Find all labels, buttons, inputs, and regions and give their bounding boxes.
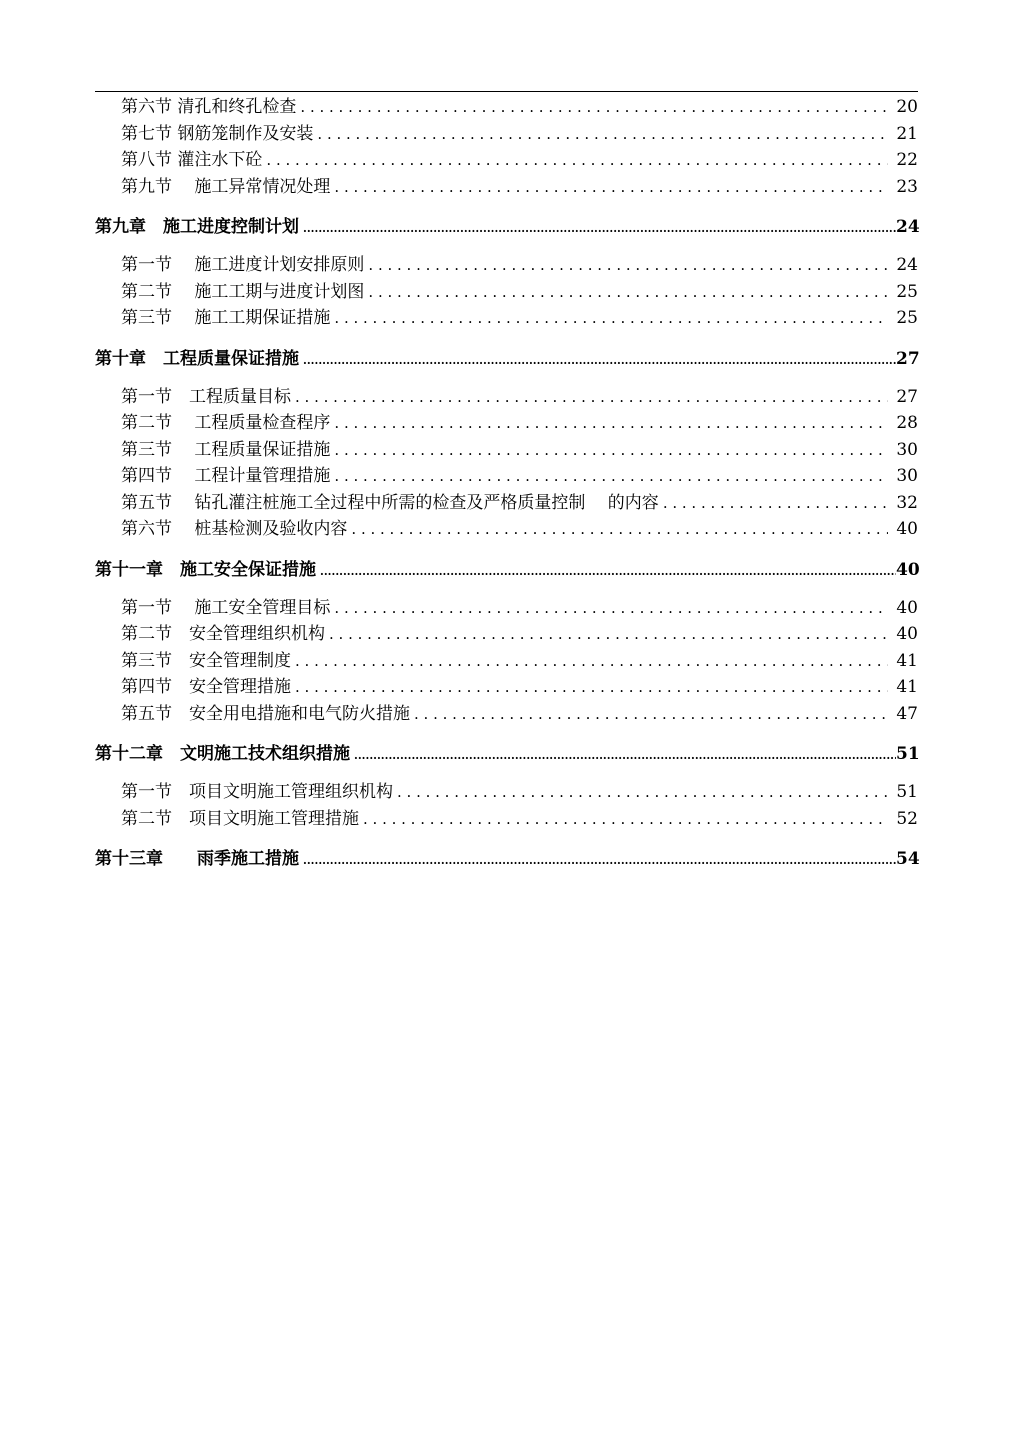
toc-section-entry[interactable] <box>95 121 918 148</box>
toc-chapter-entry[interactable] <box>95 214 918 240</box>
toc-page-number: 40 <box>896 624 918 644</box>
toc-dot-leader <box>414 701 888 728</box>
toc-dot-leader <box>334 305 888 332</box>
toc-section-title: 第五节 安全用电措施和电气防火措施 <box>121 703 410 724</box>
toc-chapter-title: 第九章 施工进度控制计划 <box>95 217 299 237</box>
toc-section-title: 第六节 桩基检测及验收内容 <box>121 519 348 539</box>
toc-page-number: 20 <box>896 97 918 117</box>
toc-chapter-entry[interactable] <box>95 346 918 372</box>
toc-dot-leader <box>295 674 888 701</box>
toc-section-entry[interactable] <box>95 305 918 332</box>
toc-page-number: 32 <box>896 492 918 513</box>
toc-section-entry[interactable] <box>95 437 918 464</box>
toc-section-entry[interactable] <box>95 674 918 701</box>
toc-chapter-entry[interactable] <box>95 846 918 872</box>
toc-section-entry[interactable] <box>95 94 918 121</box>
toc-dot-leader <box>397 779 888 806</box>
toc-page-number: 40 <box>896 519 918 539</box>
toc-chapter-entry[interactable] <box>95 741 918 767</box>
toc-section-title: 第三节 施工工期保证措施 <box>121 308 331 328</box>
toc-page-number: 51 <box>896 744 920 764</box>
toc-section-group <box>95 252 918 332</box>
toc-section-entry[interactable] <box>95 410 918 437</box>
toc-section-entry[interactable] <box>95 806 918 833</box>
toc-page-number: 30 <box>896 466 918 486</box>
toc-page-number: 27 <box>896 348 920 369</box>
toc-section-title: 第九节 施工异常情况处理 <box>121 176 331 197</box>
toc-dot-leader <box>329 621 888 648</box>
toc-section-title: 第七节 钢筋笼制作及安装 <box>121 123 314 144</box>
toc-chapter-entry[interactable] <box>95 557 918 583</box>
toc-chapter-title: 第十一章 施工安全保证措施 <box>95 559 316 580</box>
toc-dot-leader <box>295 384 888 411</box>
toc-section-entry[interactable] <box>95 252 918 279</box>
table-of-contents <box>95 94 918 884</box>
toc-section-entry[interactable] <box>95 595 918 622</box>
toc-page-number: 52 <box>896 808 918 829</box>
toc-page-number: 47 <box>896 703 918 724</box>
toc-chapter-title: 第十三章 雨季施工措施 <box>95 849 299 869</box>
toc-section-title: 第二节 工程质量检查程序 <box>121 413 331 433</box>
toc-dot-leader <box>334 410 888 437</box>
toc-section-entry[interactable] <box>95 147 918 174</box>
toc-page-number: 40 <box>896 597 918 618</box>
toc-dot-leader <box>334 463 888 490</box>
toc-section-title: 第一节 项目文明施工管理组织机构 <box>121 782 393 802</box>
toc-section-title: 第六节 清孔和终孔检查 <box>121 97 297 117</box>
toc-section-group <box>95 595 918 728</box>
toc-page-number: 54 <box>896 849 920 869</box>
toc-dot-leader <box>303 216 896 242</box>
toc-section-title: 第二节 安全管理组织机构 <box>121 624 325 644</box>
toc-dot-leader <box>368 252 888 279</box>
toc-section-title: 第二节 施工工期与进度计划图 <box>121 281 365 302</box>
toc-section-title: 第五节 钻孔灌注桩施工全过程中所需的检查及严格质量控制 的内容 <box>121 492 659 513</box>
toc-page-number: 23 <box>896 176 918 197</box>
toc-dot-leader <box>303 348 896 374</box>
toc-dot-leader <box>334 437 888 464</box>
toc-section-entry[interactable] <box>95 279 918 306</box>
toc-section-entry[interactable] <box>95 384 918 411</box>
toc-dot-leader <box>354 743 896 769</box>
toc-section-entry[interactable] <box>95 516 918 543</box>
toc-section-title: 第三节 安全管理制度 <box>121 650 291 671</box>
toc-section-entry[interactable] <box>95 779 918 806</box>
toc-section-entry[interactable] <box>95 463 918 490</box>
toc-page-number: 30 <box>896 439 918 460</box>
toc-dot-leader <box>334 174 888 201</box>
toc-section-title: 第二节 项目文明施工管理措施 <box>121 808 359 829</box>
toc-section-group <box>95 384 918 543</box>
toc-section-title: 第八节 灌注水下砼 <box>121 150 263 170</box>
toc-section-title: 第四节 安全管理措施 <box>121 677 291 697</box>
toc-dot-leader <box>320 559 896 585</box>
toc-section-entry[interactable] <box>95 621 918 648</box>
toc-page-number: 28 <box>896 413 918 433</box>
header-rule <box>95 91 918 92</box>
toc-page-number: 25 <box>896 308 918 328</box>
toc-page-number: 21 <box>896 123 918 144</box>
toc-section-title: 第一节 施工安全管理目标 <box>121 597 331 618</box>
toc-page-number: 22 <box>896 150 918 170</box>
toc-dot-leader <box>363 806 888 833</box>
toc-section-title: 第三节 工程质量保证措施 <box>121 439 331 460</box>
toc-page-number: 40 <box>896 559 920 580</box>
toc-dot-leader <box>351 516 888 543</box>
toc-page-number: 51 <box>896 782 918 802</box>
toc-page-number: 24 <box>896 217 920 237</box>
toc-dot-leader <box>663 490 888 517</box>
toc-section-title: 第一节 施工进度计划安排原则 <box>121 255 365 275</box>
toc-dot-leader <box>300 94 888 121</box>
toc-section-group <box>95 94 918 200</box>
toc-section-entry[interactable] <box>95 490 918 517</box>
toc-chapter-title: 第十章 工程质量保证措施 <box>95 348 299 369</box>
toc-section-title: 第一节 工程质量目标 <box>121 386 291 407</box>
toc-section-group <box>95 779 918 832</box>
toc-section-entry[interactable] <box>95 701 918 728</box>
toc-page-number: 41 <box>896 677 918 697</box>
toc-section-entry[interactable] <box>95 648 918 675</box>
toc-section-title: 第四节 工程计量管理措施 <box>121 466 331 486</box>
toc-dot-leader <box>266 147 888 174</box>
toc-section-entry[interactable] <box>95 174 918 201</box>
toc-dot-leader <box>303 848 896 874</box>
toc-page-number: 25 <box>896 281 918 302</box>
toc-page-number: 27 <box>896 386 918 407</box>
toc-page-number: 24 <box>896 255 918 275</box>
toc-dot-leader <box>317 121 888 148</box>
toc-chapter-title: 第十二章 文明施工技术组织措施 <box>95 744 350 764</box>
toc-dot-leader <box>295 648 888 675</box>
toc-page-number: 41 <box>896 650 918 671</box>
toc-dot-leader <box>368 279 888 306</box>
toc-dot-leader <box>334 595 888 622</box>
